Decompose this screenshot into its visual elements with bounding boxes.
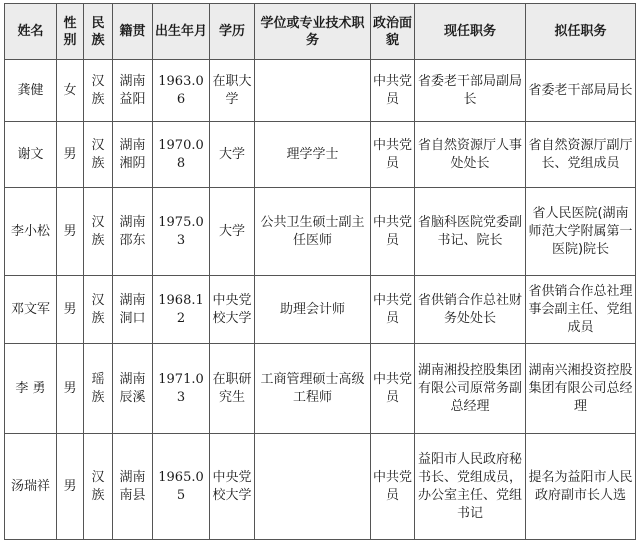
- cell-current-position: 省自然资源厅人事处处长: [415, 122, 526, 188]
- cell-education: 中央党校大学: [210, 276, 255, 344]
- cell-education: 大学: [210, 122, 255, 188]
- table-row: [5, 122, 636, 188]
- cell-birth-date: 1975.03: [153, 188, 210, 276]
- cell-current-position: 省供销合作总社财务处处长: [415, 276, 526, 344]
- cell-proposed-position: 省委老干部局局长: [526, 60, 636, 122]
- cell-education: 在职大学: [210, 60, 255, 122]
- cell-degree-title: [255, 60, 371, 122]
- cell-degree-title: 理学学士: [255, 122, 371, 188]
- cell-ethnicity: 汉族: [84, 188, 113, 276]
- cell-birth-date: 1968.12: [153, 276, 210, 344]
- cell-ethnicity: 汉族: [84, 276, 113, 344]
- cell-education: 大学: [210, 188, 255, 276]
- cell-native-place: 湖南南县: [113, 434, 153, 540]
- cell-native-place: 湖南邵东: [113, 188, 153, 276]
- cell-current-position: 省委老干部局副局长: [415, 60, 526, 122]
- cell-proposed-position: 湖南兴湘投资控股集团有限公司总经理: [526, 344, 636, 434]
- cell-ethnicity: 汉族: [84, 122, 113, 188]
- cell-degree-title: 助理会计师: [255, 276, 371, 344]
- cell-proposed-position: 省供销合作总社理事会副主任、党组成员: [526, 276, 636, 344]
- cell-gender: 男: [57, 434, 84, 540]
- cell-proposed-position: 提名为益阳市人民政府副市长人选: [526, 434, 636, 540]
- header-education: 学历: [210, 4, 255, 60]
- cell-name: 谢文: [5, 122, 57, 188]
- cell-ethnicity: 汉族: [84, 60, 113, 122]
- header-name: 姓名: [5, 4, 57, 60]
- cell-gender: 女: [57, 60, 84, 122]
- cell-name: 李小松: [5, 188, 57, 276]
- header-native-place: 籍贯: [113, 4, 153, 60]
- cell-native-place: 湖南辰溪: [113, 344, 153, 434]
- table-row: [5, 188, 636, 276]
- header-political-status: 政治面貌: [371, 4, 415, 60]
- cell-education: 在职研究生: [210, 344, 255, 434]
- cell-degree-title: [255, 434, 371, 540]
- cell-current-position: 省脑科医院党委副书记、院长: [415, 188, 526, 276]
- appointment-table: [4, 3, 636, 540]
- cell-birth-date: 1963.06: [153, 60, 210, 122]
- cell-birth-date: 1970.08: [153, 122, 210, 188]
- cell-native-place: 湖南益阳: [113, 60, 153, 122]
- cell-gender: 男: [57, 276, 84, 344]
- cell-name: 邓文军: [5, 276, 57, 344]
- header-row: [5, 4, 636, 60]
- cell-degree-title: 工商管理硕士高级工程师: [255, 344, 371, 434]
- header-degree-title: 学位或专业技术职务: [255, 4, 371, 60]
- cell-political-status: 中共党员: [371, 276, 415, 344]
- cell-political-status: 中共党员: [371, 188, 415, 276]
- cell-name: 汤瑞祥: [5, 434, 57, 540]
- cell-ethnicity: 瑶族: [84, 344, 113, 434]
- table-row: [5, 344, 636, 434]
- cell-birth-date: 1971.03: [153, 344, 210, 434]
- cell-current-position: 益阳市人民政府秘书长、党组成员，办公室主任、党组书记: [415, 434, 526, 540]
- header-gender: 性别: [57, 4, 84, 60]
- header-current-position: 现任职务: [415, 4, 526, 60]
- cell-current-position: 湖南湘投控股集团有限公司原常务副总经理: [415, 344, 526, 434]
- cell-native-place: 湖南洞口: [113, 276, 153, 344]
- header-proposed-position: 拟任职务: [526, 4, 636, 60]
- cell-name: 龚健: [5, 60, 57, 122]
- header-birth-date: 出生年月: [153, 4, 210, 60]
- cell-education: 中央党校大学: [210, 434, 255, 540]
- cell-proposed-position: 省自然资源厅副厅长、党组成员: [526, 122, 636, 188]
- cell-name: 李 勇: [5, 344, 57, 434]
- table-row: [5, 434, 636, 540]
- cell-political-status: 中共党员: [371, 60, 415, 122]
- cell-proposed-position: 省人民医院(湖南师范大学附属第一医院)院长: [526, 188, 636, 276]
- cell-gender: 男: [57, 122, 84, 188]
- table-row: [5, 276, 636, 344]
- cell-gender: 男: [57, 188, 84, 276]
- cell-birth-date: 1965.05: [153, 434, 210, 540]
- cell-gender: 男: [57, 344, 84, 434]
- cell-political-status: 中共党员: [371, 344, 415, 434]
- header-ethnicity: 民族: [84, 4, 113, 60]
- table-row: [5, 60, 636, 122]
- cell-native-place: 湖南湘阴: [113, 122, 153, 188]
- cell-ethnicity: 汉族: [84, 434, 113, 540]
- cell-political-status: 中共党员: [371, 122, 415, 188]
- cell-political-status: 中共党员: [371, 434, 415, 540]
- cell-degree-title: 公共卫生硕士副主任医师: [255, 188, 371, 276]
